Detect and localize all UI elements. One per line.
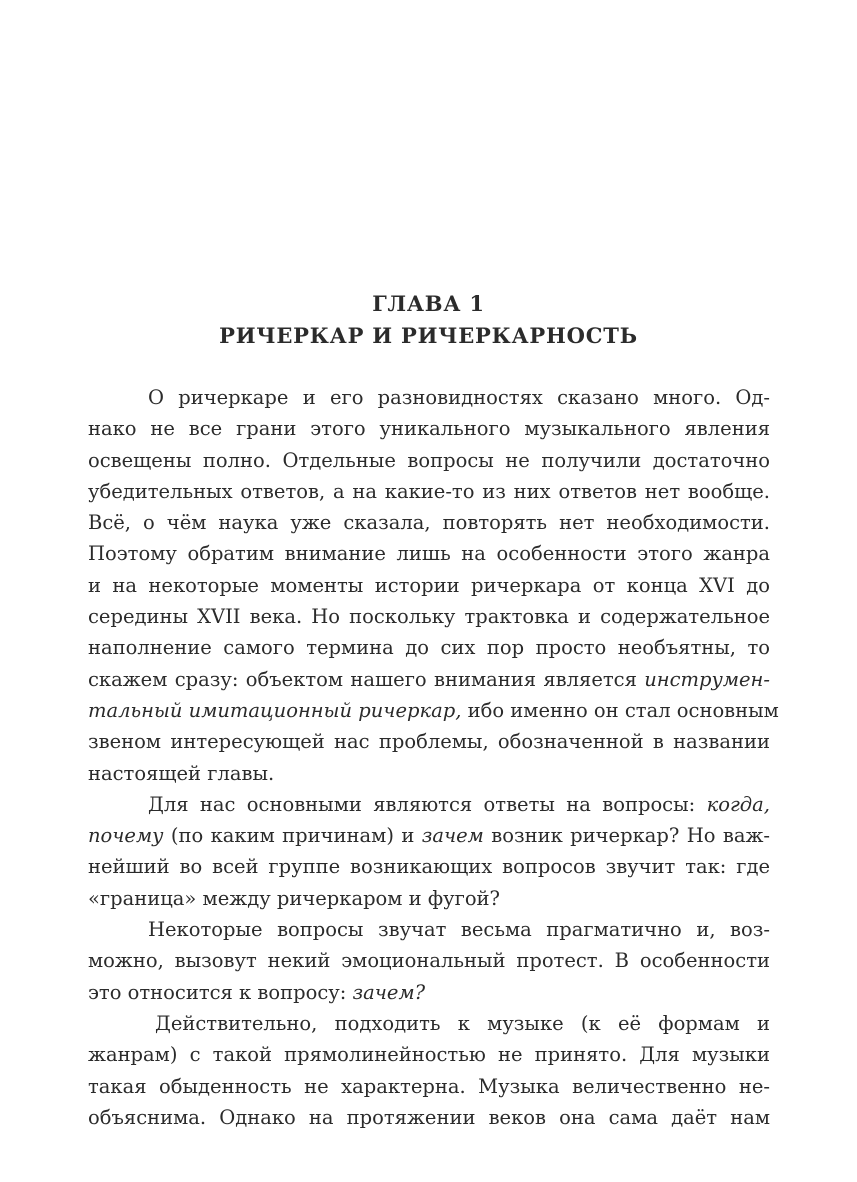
text-run: Поэтому обратим внимание лишь на особенности этого жанра [88,542,770,566]
text-line [88,538,770,569]
text-line [88,1039,770,1070]
text-run: Действительно, подходить к музыке (к её формам и [155,1011,770,1035]
text-run: О ричеркаре и его разновидностях сказано много. Од- [148,386,770,409]
text-line [88,1102,770,1133]
text-line [88,726,770,757]
text-run: Всё, о чём наука уже сказала, повторять нет необходимости. [88,511,770,535]
text-run: настоящей главы. [88,761,275,785]
text-run: жанрам) с такой прямолинейностью не принято. Для музыки [88,1043,770,1067]
text-run: «граница» между ричеркаром и фугой? [88,886,501,910]
chapter-heading [0,288,857,352]
chapter-title: РИЧЕРКАР И РИЧЕРКАРНОСТЬ [219,323,638,348]
text-line [88,851,770,882]
text-line [88,945,770,976]
chapter-body-text [88,382,779,1133]
text-run: такая обыденность не характерна. Музыка величественно не- [88,1074,770,1098]
text-line [88,601,770,632]
chapter-number: ГЛАВА 1 [372,291,485,316]
text-run: и на некоторые моменты истории ричеркара от конца XVI до [88,573,770,597]
text-run: (по каким причинам) и [163,824,422,848]
text-run: ибо именно он стал основным [461,698,779,722]
text-line [88,695,779,726]
text-run: нейший во всей группе возникающих вопросов звучит так: где [88,855,770,879]
text-run: можно, вызовут некий эмоциональный протест. В особенности [88,949,770,973]
text-line [88,789,770,820]
italic-text: тальный имитационный ричеркар, [88,698,462,722]
italic-text: инструмен- [644,667,770,691]
text-run: это относится к вопросу: [88,980,353,1004]
italic-text: почему [88,824,164,848]
text-line [88,382,770,413]
text-line [88,914,770,945]
text-line [88,413,770,444]
text-run: объяснима. Однако на протяжении веков она сама даёт нам [88,1105,770,1129]
italic-text: когда, [706,792,770,816]
italic-text: зачем [421,824,484,848]
text-line [88,664,770,695]
italic-text: зачем? [352,980,426,1004]
text-run: убедительных ответов, а на какие-то из них ответов нет вообще. [88,479,770,503]
text-line [88,570,770,601]
text-run: освещены полно. Отдельные вопросы не получили достаточно [88,448,770,472]
text-line [88,507,770,538]
text-run: середины XVII века. Но поскольку трактовка и содержательное [88,605,770,629]
text-line [88,977,770,1008]
text-line [88,758,770,789]
text-line [88,1071,770,1102]
text-line [88,1008,770,1039]
text-line [88,476,770,507]
text-run: Для нас основными являются ответы на вопросы: [148,792,707,816]
text-run: наполнение самого термина до сих пор просто необъятны, то [88,636,770,660]
text-run: скажем сразу: объектом нашего внимания является [88,667,645,691]
text-run: звеном интересующей нас проблемы, обозначенной в названии [88,730,770,754]
text-line [88,883,770,914]
text-line [88,445,770,476]
text-line [88,632,770,663]
text-run: Некоторые вопросы звучат весьма прагматично и, воз- [148,918,770,942]
text-run: нако не все грани этого уникального музыкального явления [88,417,770,441]
text-line [88,820,770,851]
text-run: возник ричеркар? Но важ- [483,824,770,848]
